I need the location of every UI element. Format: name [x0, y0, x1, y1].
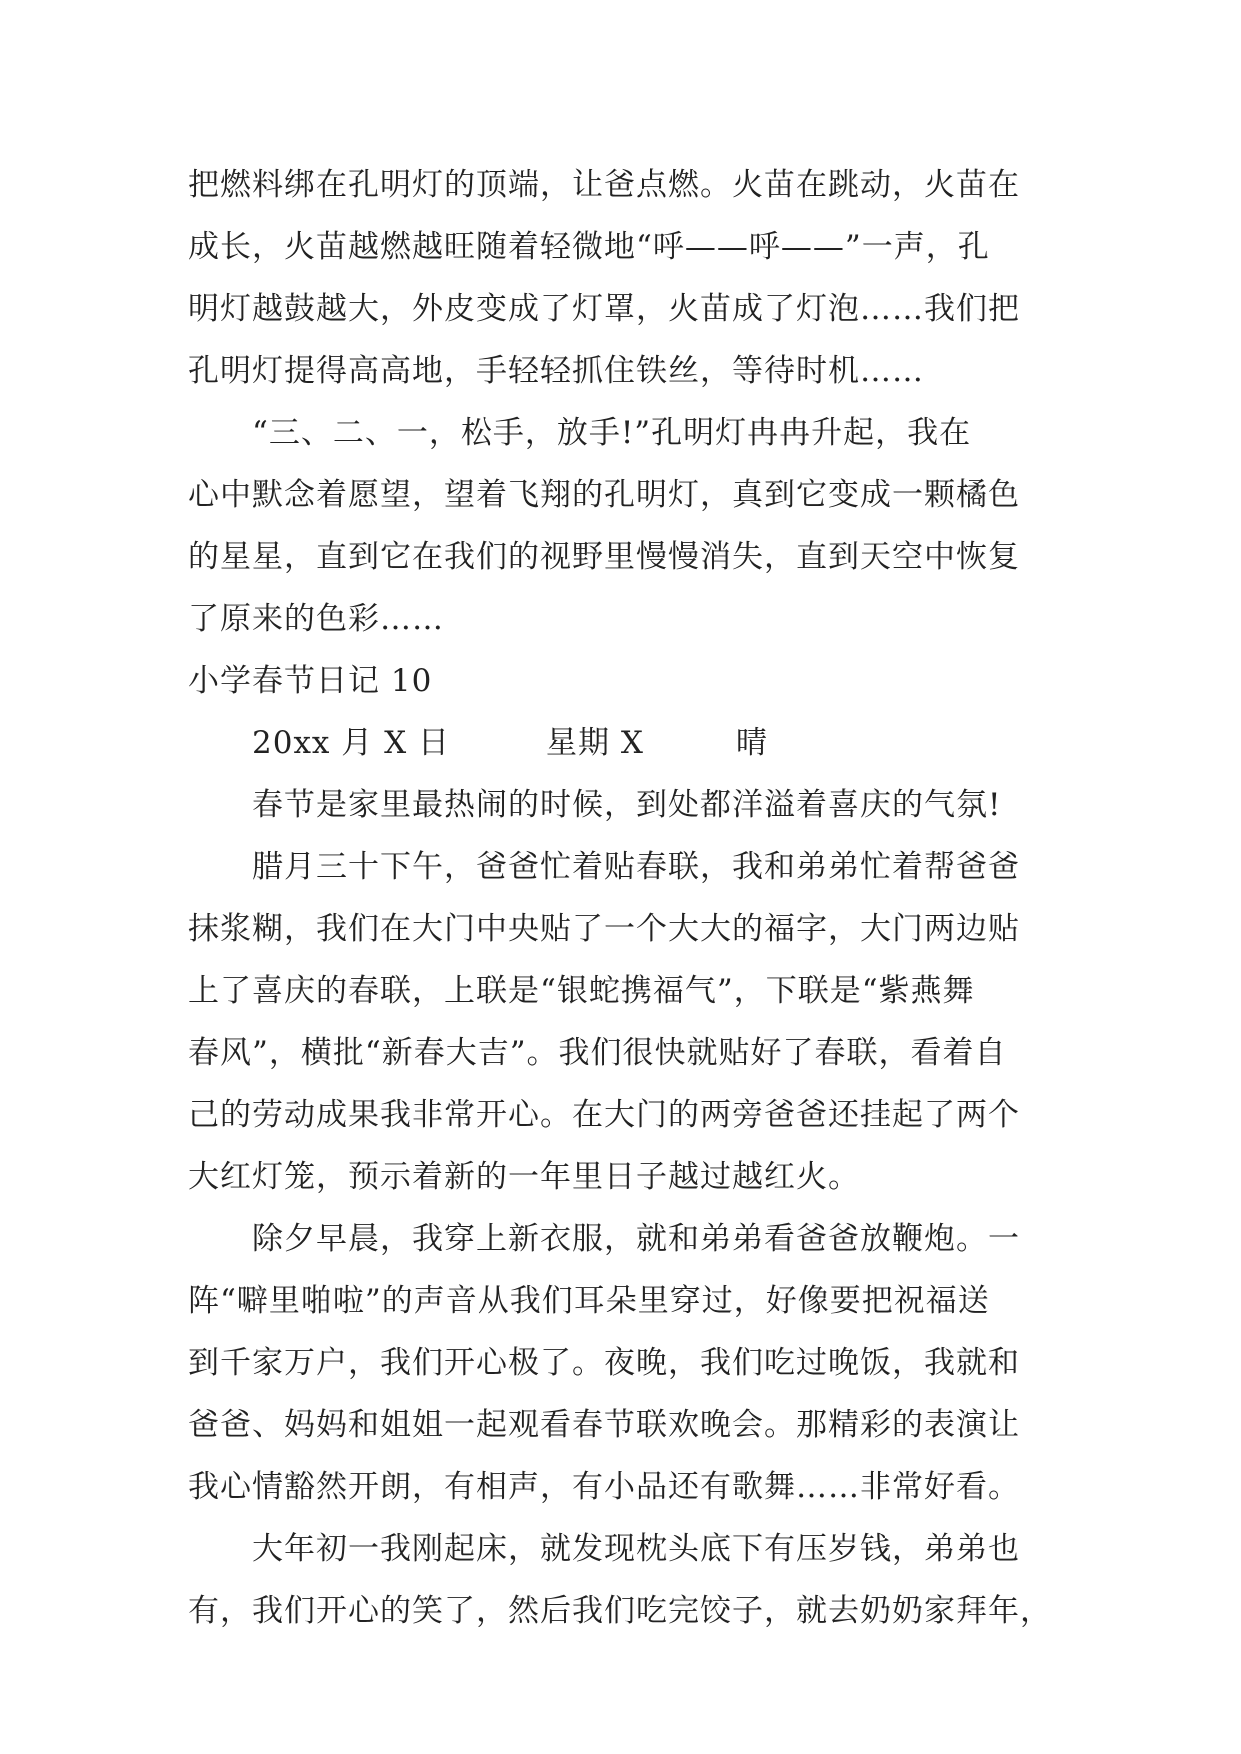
text-line: 抹浆糊，我们在大门中央贴了一个大大的福字，大门两边贴: [188, 911, 1020, 947]
paragraph: [188, 836, 1068, 1208]
paragraph: [188, 1208, 1068, 1518]
text-line: 了原来的色彩……: [188, 601, 444, 637]
text-line: 除夕早晨，我穿上新衣服，就和弟弟看爸爸放鞭炮。一: [252, 1221, 1020, 1257]
paragraph: [188, 154, 1068, 402]
text-line: “三、二、一，松手，放手!”孔明灯冉冉升起，我在: [252, 415, 972, 451]
paragraph: [188, 1518, 1068, 1642]
text-line: 把燃料绑在孔明灯的顶端，让爸点燃。火苗在跳动，火苗在: [188, 167, 1020, 203]
paragraph: [188, 774, 1068, 836]
text-line: 孔明灯提得高高地，手轻轻抓住铁丝，等待时机……: [188, 353, 924, 389]
diary-date-line: [188, 712, 1068, 774]
text-line: 大年初一我刚起床，就发现枕头底下有压岁钱，弟弟也: [252, 1531, 1020, 1567]
document-body: [188, 154, 1068, 1642]
text-line: 腊月三十下午，爸爸忙着贴春联，我和弟弟忙着帮爸爸: [252, 849, 1020, 885]
text-line: 阵“噼里啪啦”的声音从我们耳朵里穿过，好像要把祝福送: [188, 1283, 990, 1319]
diary-weather: 晴: [735, 725, 768, 761]
text-line: 上了喜庆的春联，上联是“银蛇携福气”，下联是“紫燕舞: [188, 973, 975, 1009]
text-line: 春风”，横批“新春大吉”。我们很快就贴好了春联，看着自: [188, 1035, 1007, 1071]
text-line: 成长，火苗越燃越旺随着轻微地“呼——呼——”一声，孔: [188, 229, 990, 265]
text-line: 己的劳动成果我非常开心。在大门的两旁爸爸还挂起了两个: [188, 1097, 1020, 1133]
text-line: 明灯越鼓越大，外皮变成了灯罩，火苗成了灯泡……我们把: [188, 291, 1020, 327]
paragraph: [188, 402, 1068, 650]
text-line: 爸爸、妈妈和姐姐一起观看春节联欢晚会。那精彩的表演让: [188, 1407, 1020, 1443]
text-line: 的星星，直到它在我们的视野里慢慢消失，直到天空中恢复: [188, 539, 1020, 575]
text-line: 心中默念着愿望，望着飞翔的孔明灯，真到它变成一颗橘色: [188, 477, 1020, 513]
text-line: 到千家万户，我们开心极了。夜晚，我们吃过晚饭，我就和: [188, 1345, 1020, 1381]
text-line: 大红灯笼，预示着新的一年里日子越过越红火。: [188, 1159, 860, 1195]
text-line: 我心情豁然开朗，有相声，有小品还有歌舞……非常好看。: [188, 1469, 1020, 1505]
diary-date: 20xx 月 X 日: [252, 725, 451, 761]
diary-weekday: 星期 X: [546, 725, 644, 761]
text-line: 春节是家里最热闹的时候，到处都洋溢着喜庆的气氛!: [252, 787, 1002, 823]
text-line: 有，我们开心的笑了，然后我们吃完饺子，就去奶奶家拜年，: [188, 1593, 1052, 1629]
section-title: 小学春节日记 10: [188, 663, 433, 699]
